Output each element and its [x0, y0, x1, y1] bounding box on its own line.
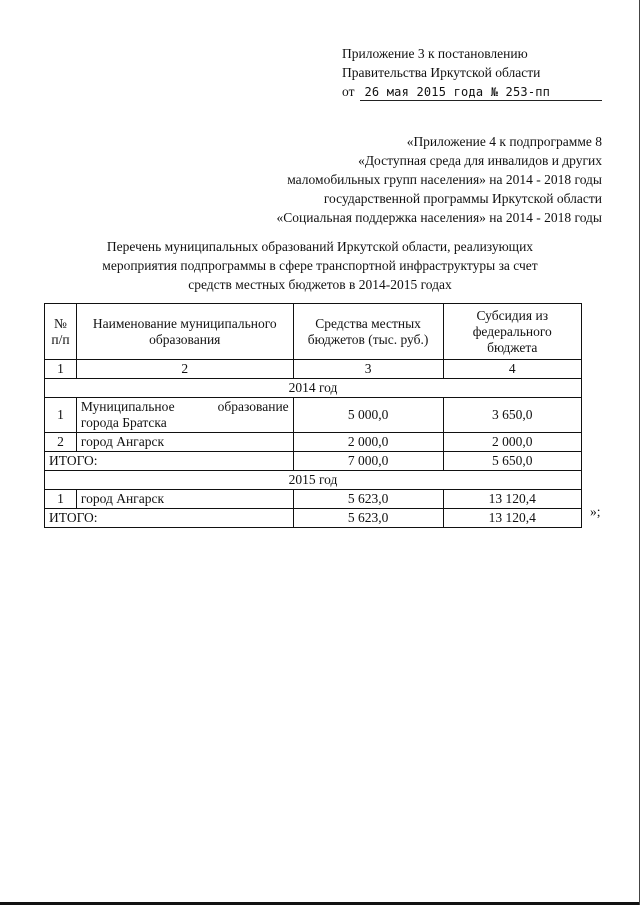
header-date-prefix: от — [342, 84, 355, 99]
row-federal-subsidy: 2 000,0 — [443, 433, 582, 452]
table-row — [45, 490, 582, 509]
appendix-line-1: «Приложение 4 к подпрограмме 8 — [406, 134, 602, 149]
total-row-2015 — [45, 509, 582, 528]
table-header-row — [45, 304, 582, 360]
appendix-line-4: государственной программы Иркутской области — [323, 191, 602, 206]
row-name: город Ангарск — [76, 490, 293, 509]
col-number-4: 4 — [443, 360, 582, 379]
row-num: 1 — [45, 490, 77, 509]
row-federal-subsidy: 3 650,0 — [443, 398, 582, 433]
header-num: № п/п — [45, 304, 77, 360]
total-row-2014 — [45, 452, 582, 471]
resolution-header — [342, 44, 602, 101]
appendix-reference — [182, 132, 602, 227]
row-federal-subsidy: 13 120,4 — [443, 490, 582, 509]
municipalities-table — [44, 303, 582, 528]
total-federal-subsidy: 5 650,0 — [443, 452, 582, 471]
table-row — [45, 398, 582, 433]
header-date-line — [342, 82, 602, 101]
column-number-row — [45, 360, 582, 379]
total-label: ИТОГО: — [45, 452, 294, 471]
row-num: 1 — [45, 398, 77, 433]
total-local-funds: 7 000,0 — [293, 452, 443, 471]
row-local-funds: 2 000,0 — [293, 433, 443, 452]
appendix-line-5: «Социальная поддержка населения» на 2014 - 2018 годы — [276, 210, 602, 225]
title-line-2: мероприятия подпрограммы в сфере транспортной инфраструктуры за счет — [102, 258, 538, 273]
header-date-value: 26 мая 2015 года № 253-пп — [360, 85, 602, 101]
row-name: Муниципальное образование города Братска — [76, 398, 293, 433]
year-label: 2015 год — [45, 471, 582, 490]
row-name: город Ангарск — [76, 433, 293, 452]
year-label: 2014 год — [45, 379, 582, 398]
col-number-1: 1 — [45, 360, 77, 379]
title-line-3: средств местных бюджетов в 2014-2015 годах — [188, 277, 452, 292]
header-line-2: Правительства Иркутской области — [342, 65, 541, 80]
col-number-2: 2 — [76, 360, 293, 379]
col-number-3: 3 — [293, 360, 443, 379]
appendix-line-2: «Доступная среда для инвалидов и других — [358, 153, 602, 168]
year-row-2015 — [45, 471, 582, 490]
table-row — [45, 433, 582, 452]
year-row-2014 — [45, 379, 582, 398]
row-local-funds: 5 000,0 — [293, 398, 443, 433]
row-num: 2 — [45, 433, 77, 452]
header-name: Наименование муниципального образования — [76, 304, 293, 360]
document-title — [40, 237, 600, 294]
closing-quote-mark: »; — [590, 504, 601, 519]
header-line-1: Приложение 3 к постановлению — [342, 46, 528, 61]
title-line-1: Перечень муниципальных образований Иркутской области, реализующих — [106, 239, 534, 254]
header-local-funds: Средства местных бюджетов (тыс. руб.) — [293, 304, 443, 360]
total-label: ИТОГО: — [45, 509, 294, 528]
header-federal-subsidy: Субсидия из федерального бюджета — [443, 304, 582, 360]
appendix-line-3: маломобильных групп населения» на 2014 - 2018 годы — [287, 172, 602, 187]
row-local-funds: 5 623,0 — [293, 490, 443, 509]
total-local-funds: 5 623,0 — [293, 509, 443, 528]
total-federal-subsidy: 13 120,4 — [443, 509, 582, 528]
